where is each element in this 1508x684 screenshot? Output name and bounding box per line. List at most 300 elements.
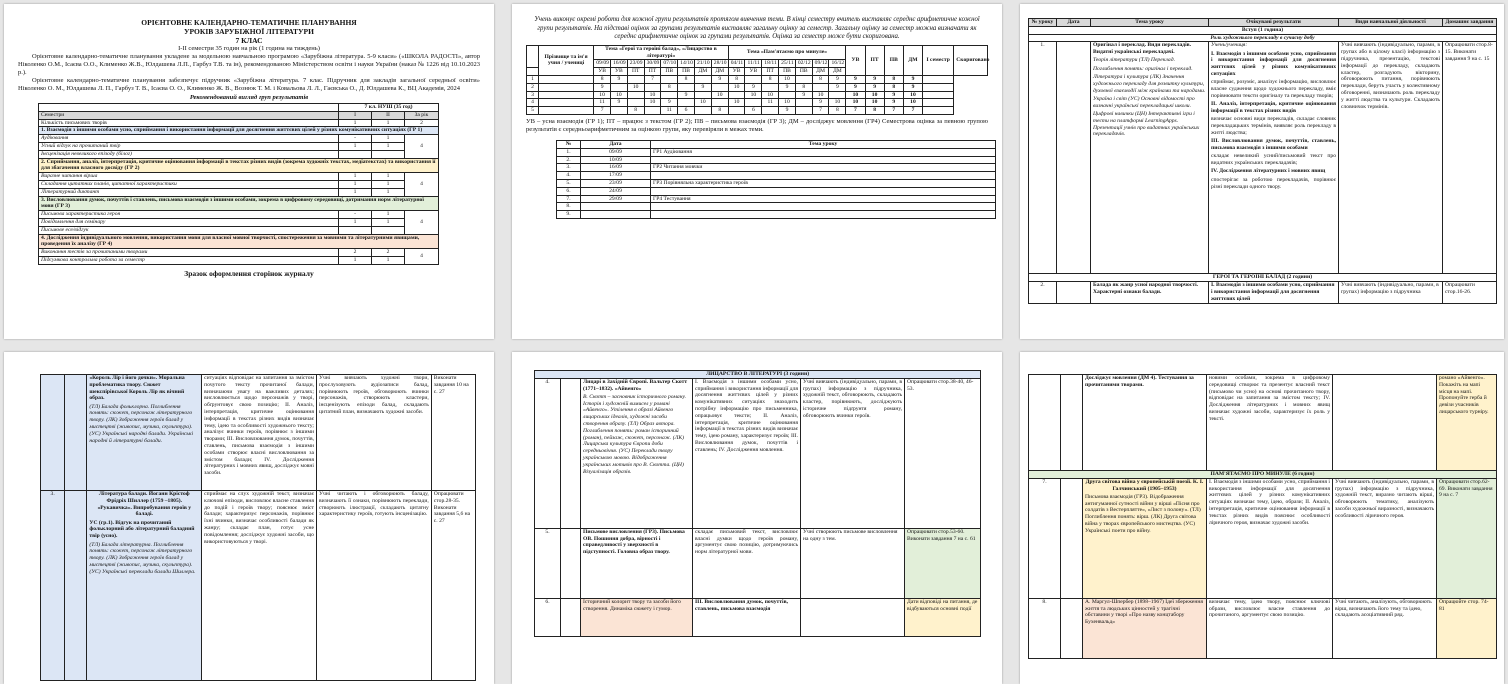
lesson-plan-table-p3: [1028, 18, 1497, 304]
grade-cell[interactable]: 8: [661, 83, 678, 91]
section-intro: Вступ (1 година): [1029, 26, 1497, 34]
grade-summary-cell[interactable]: [923, 83, 954, 91]
lesson-homework: Опрацювати стор.62-69. Виконати завдання 9 на с. 7: [1437, 478, 1497, 598]
grade-summary-cell[interactable]: 8: [884, 83, 903, 91]
col-sem-2: ІІ: [372, 111, 405, 119]
lesson-activities: [1333, 375, 1437, 471]
grade-cell[interactable]: 9: [594, 83, 611, 91]
grade-summary-cell[interactable]: 9: [846, 83, 865, 91]
grade-row: [527, 91, 988, 99]
summary-col: ПВ: [884, 45, 903, 75]
grade-table: [526, 45, 988, 115]
lesson-number: [41, 375, 65, 491]
grade-summary-cell[interactable]: 9: [903, 75, 922, 83]
cell: 1: [372, 142, 405, 150]
cell: 1: [372, 211, 405, 219]
lesson-homework: Дати відповіді на питання, де відбуваються основні події: [905, 598, 981, 636]
grade-cell[interactable]: 10: [762, 91, 779, 99]
lesson-results: ІІІ. Висловлювання думок, почуттів, ставлень, письмова взаємодія: [693, 598, 801, 636]
lesson-topic: Лицарі в Західній Європі. Вальтер Скотт (1771–1832). «Айвенго»: [583, 378, 688, 392]
grade-date: 02/12: [795, 60, 812, 68]
grade-cell[interactable]: 9: [661, 99, 678, 107]
grade-cell[interactable]: [610, 83, 627, 91]
lesson-number: 5.: [535, 528, 561, 598]
grade-row-number: 3: [527, 91, 539, 99]
col-sem-1: І: [339, 111, 372, 119]
journal-n-cell[interactable]: 5.: [557, 179, 581, 187]
lesson-activities: Учні вивчають (індивідуально, парами, в групах) інформацію з підручника, художній текст, виразно читають вірші, обговорюють тематику, аналізують засоби художньої виразності, визначають особливості ліричного героя.: [1333, 478, 1437, 598]
grade-cell[interactable]: [745, 99, 762, 107]
journal-date-cell[interactable]: 10/09: [581, 156, 651, 164]
grading-intro: Учень виконує окремі роботи для кожної групи результатів протягом вивчення теми. В кінці семестру вчитель виставляє середнє арифметичне кожної групи результатів. На підставі оцінок за групами результатів виставляє загальну оцінку за семестр. Загальну оцінку за семестр можна визначати як середнє арифметичне оцінок за групами результатів. Оцінка за семестр може бути скоригована.: [534, 16, 980, 41]
grade-summary-cell[interactable]: 9: [903, 83, 922, 91]
group-row-label: Виразне читання вірша: [39, 173, 339, 181]
col-student-name: Прізвище та ім'я учня / учениці: [539, 45, 594, 75]
grade-date: 14/10: [678, 60, 695, 68]
grade-cell[interactable]: 7: [594, 107, 611, 115]
grade-row-number: 1: [527, 75, 539, 83]
grade-cell[interactable]: [694, 107, 711, 115]
grade-summary-cell[interactable]: 10: [846, 91, 865, 99]
journal-n-cell[interactable]: 3.: [557, 164, 581, 172]
lesson-activities: Учні читають і обговорюють баладу, визначають її ознаки, порівнюють переклади, створюють ілюстрації, складають цитатну характеристику героїв, готують інсценізацію.: [316, 491, 431, 681]
grade-cell[interactable]: [745, 75, 762, 83]
lesson-results: І. Взаємодія з іншими особами усно, сприймання і використання інформації для досягнення життєвих цілей у різних комунікативних ситуаціях визначає тему, ідею, образи; ІІ. Аналіз, інтерпретація, критичне оцінювання інформації в текстах різних видів пояснює особливості ліричного героя, визначає художні засоби.: [1207, 478, 1333, 598]
lesson-number: 7.: [1029, 478, 1061, 598]
group-title: 1. Взаємодія з іншими особами усно, сприймання і використання інформації для досягнення життєвих цілей у різних комунікативних ситуаціях (ГР 1): [39, 127, 439, 135]
section-knighthood: ЛИЦАРСТВО В ЛІТЕРАТУРІ (3 години): [535, 371, 981, 379]
grade-cell[interactable]: 8: [594, 75, 611, 83]
document-page-4: [4, 352, 494, 684]
grade-cell[interactable]: [762, 83, 779, 91]
journal-n-cell[interactable]: 8.: [557, 203, 581, 211]
journal-topic-cell[interactable]: [651, 187, 996, 195]
topic-note: Письмова взаємодія (ГР3). Відображення антигуманної сутності війни у вірші «Пісня про солдатів з Вестерплятте», «Лист з полону». (ТЛ) Поглиблення понять: вірш. (ЛК) Друга світова війна у творах європейського мистецтва. (УС) Українські поети про війну.: [1085, 493, 1201, 534]
lesson-number: 1.: [1029, 42, 1057, 274]
group-row-label: Повідомлення для семінару: [39, 218, 339, 226]
lesson-homework: Опрацювати стор.38-40, 46-53.: [905, 378, 981, 528]
grade-cell[interactable]: 8: [762, 75, 779, 83]
grade-summary-cell[interactable]: 7: [903, 107, 922, 115]
lesson-topic: Досліджує мовлення (ДМ 4). Тестування за прочитаними творами.: [1083, 375, 1207, 471]
journal-n-cell[interactable]: 7.: [557, 195, 581, 203]
student-name-cell[interactable]: [539, 107, 594, 115]
grade-cell[interactable]: 6: [745, 107, 762, 115]
lesson-homework: романо «Айвенго». Покажіть на мапі місця на мапі. Пропонуйте герба й девізи учасників лицарського турніру.: [1437, 375, 1497, 471]
grade-date: 04/11: [728, 60, 745, 68]
grade-cell[interactable]: [795, 107, 812, 115]
grade-row-number: 2: [527, 83, 539, 91]
grade-summary-cell[interactable]: [923, 91, 954, 99]
grade-summary-cell[interactable]: 7: [884, 107, 903, 115]
cell: 1: [339, 173, 372, 181]
journal-date-cell[interactable]: 29/09: [581, 195, 651, 203]
group-total: 4: [405, 135, 439, 158]
lesson-number: 4.: [535, 378, 561, 528]
student-name-cell[interactable]: [539, 99, 594, 107]
grade-group-tag: ПВ: [678, 68, 695, 76]
topic-note: Література і культура (ЛК) Значення художнього перекладу для розвитку культури, духовної взаємодії між країнами та народами.: [1093, 74, 1206, 94]
journal-sample-table: [556, 140, 996, 219]
grade-summary-cell[interactable]: 10: [846, 99, 865, 107]
plan-para-1: Орієнтовне календарно-тематичне планування укладене за модельною навчальною програмою «Зарубіжна література. 5-9 класи» («ШКОЛА РАДОСТІ», автор Ніколенко О.М., Ісаєва О.О., Клименко Ж.В., Юлдашева Л.П., Гарбуз Т.В. та ін), рекомендованою Міністерством освіти і науки України (наказ № 1226 від 10.10.2023 р.).: [18, 53, 480, 76]
group-row-label: Аудіювання: [39, 135, 339, 143]
journal-date-cell[interactable]: 09/09: [581, 148, 651, 156]
grade-cell[interactable]: 10: [644, 99, 661, 107]
grade-cell[interactable]: 9: [829, 83, 846, 91]
lesson-number: 3.: [41, 491, 65, 681]
grade-cell[interactable]: 10: [812, 91, 829, 99]
grade-cell[interactable]: 11: [762, 99, 779, 107]
cell: 1: [339, 188, 372, 196]
grade-summary-cell[interactable]: 9: [884, 99, 903, 107]
grade-cell[interactable]: [678, 99, 695, 107]
plan-semester-line: І-ІІ семестри 35 годин на рік (1 година на тиждень): [178, 45, 320, 52]
grade-group-tag: УВ: [594, 68, 611, 76]
cell: 2: [372, 249, 405, 257]
grade-summary-cell[interactable]: 9: [865, 75, 884, 83]
journal-date-cell[interactable]: [581, 203, 651, 211]
grade-group-tag: ДМ: [711, 68, 728, 76]
grade-cell[interactable]: 10: [779, 75, 796, 83]
results-groups-table: [38, 103, 439, 265]
grade-legend: УВ – усна взаємодія (ГР 1); ПТ – працює з текстом (ГР 2); ПВ – письмова взаємодія (ГР 3); ДМ – досліджує мовлення (ГР4) Семестрова оцінка за певною групою результатів є середньоарифметичним за оцінкою групи, яку перевіряли в межах теми.: [526, 117, 988, 133]
grade-cell[interactable]: [678, 83, 695, 91]
grade-summary-cell[interactable]: 10: [865, 91, 884, 99]
grade-summary-cell[interactable]: 10: [903, 91, 922, 99]
student-name-cell[interactable]: [539, 91, 594, 99]
grade-row-number: 4: [527, 99, 539, 107]
grade-cell[interactable]: [627, 91, 644, 99]
group-row-label: Письмове есе/відгук: [39, 226, 339, 234]
lesson-activities: Учні вивчають (індивідуально, парами, в групах) інформацію з підручника, художній текст, обговорюють, складають кластер, порівнюють, досліджують історичне підґрунтя роману, обговорюють вчинки героїв.: [801, 378, 905, 528]
theme-1-header: Тема «Герої та героїні балад», «Лицарство в літературі»: [594, 45, 729, 60]
result-text: сприймає, розуміє, аналізує інформацію, висловлює власне судження щодо художнього перекладу, вміє порівнювати тексти оригіналу та перекладу творів;: [1211, 79, 1336, 99]
result-group: IV. Дослідження літературних і мовних явищ: [1211, 168, 1326, 175]
cell: 1: [339, 218, 372, 226]
plan-title: ОРІЄНТОВНЕ КАЛЕНДАРНО-ТЕМАТИЧНЕ ПЛАНУВАННЯ: [141, 18, 357, 27]
grade-group-tag: УВ: [728, 68, 745, 76]
grade-cell[interactable]: [795, 75, 812, 83]
grade-group-tag: ДМ: [812, 68, 829, 76]
lesson-topic: Література балади. Йоганн Крістоф Фрідріх Шиллер (1759 –1805). «Рукавичка». Випробування героїв у баладі.: [97, 491, 192, 518]
group-title: 3. Висловлювання думок, почуттів і ставлень, письмова взаємодія з іншими особами, зокрема в цифровому середовищі, дотримання норм літературної мови (ГР 3): [39, 196, 439, 211]
grade-cell[interactable]: 10: [728, 99, 745, 107]
theme-2-header: Тема «Пам'ятаємо про минуле»: [728, 45, 846, 60]
grade-cell[interactable]: [661, 75, 678, 83]
lesson-activities: Учні створюють письмове висловлення на одну з тем.: [801, 528, 905, 598]
journal-topic-cell[interactable]: ГР1 Аудіювання: [651, 148, 996, 156]
grade-cell[interactable]: 10: [627, 83, 644, 91]
journal-col-topic: Тема уроку: [651, 140, 996, 148]
journal-n-cell[interactable]: 1.: [557, 148, 581, 156]
grade-cell[interactable]: [644, 83, 661, 91]
grade-summary-cell[interactable]: 9: [884, 91, 903, 99]
grade-cell[interactable]: [661, 91, 678, 99]
col-year: За рік: [405, 111, 439, 119]
col-lesson-n: № уроку: [1029, 19, 1057, 27]
summary-col: І семестр: [923, 45, 954, 75]
cell: 1: [372, 256, 405, 264]
journal-n-cell[interactable]: 6.: [557, 187, 581, 195]
grade-cell[interactable]: 9: [678, 91, 695, 99]
grade-cell[interactable]: 10: [610, 91, 627, 99]
journal-topic-cell[interactable]: [651, 156, 996, 164]
journal-date-cell[interactable]: 16/09: [581, 164, 651, 172]
grade-date: 28/10: [711, 60, 728, 68]
cell: -: [339, 211, 372, 219]
grade-cell[interactable]: [644, 107, 661, 115]
results-title: Учень/учениця:: [1211, 42, 1248, 49]
grade-date: 25/11: [779, 60, 796, 68]
grade-date: 23/09: [627, 60, 644, 68]
journal-row: [557, 148, 996, 156]
count-cell: 1: [372, 119, 405, 127]
journal-n-cell[interactable]: 2.: [557, 156, 581, 164]
grade-cell[interactable]: [694, 91, 711, 99]
group-row-label: Складання цитатних планів, цитатної характеристики: [39, 180, 339, 188]
group-total: 4: [405, 211, 439, 234]
grade-summary-cell[interactable]: 9: [846, 75, 865, 83]
col-results: Очікувані результати: [1209, 19, 1339, 27]
grade-row: [527, 75, 988, 83]
cell: 1: [339, 180, 372, 188]
lesson-plan-table-p5: [534, 370, 981, 637]
grade-cell[interactable]: 8: [678, 75, 695, 83]
cell: 1: [339, 142, 372, 150]
grade-group-tag: ПВ: [779, 68, 796, 76]
topic-note: Поглиблення понять: оригінал і переклад.: [1093, 65, 1193, 72]
lesson-topic: Письмове висловлення (ГР3). Письмова ОВ. Пошиння добра, вірності і справедливості у зверхності в підступності. Головна образ твору.: [581, 528, 693, 598]
lesson-plan-table-p6: [1028, 374, 1497, 659]
summary-col: ДМ: [903, 45, 922, 75]
grade-cell[interactable]: [711, 99, 728, 107]
grade-cell[interactable]: 10: [829, 99, 846, 107]
result-group: ІІІ. Висловлювання думок, почуттів, ставлень, письмова взаємодія з іншими особами: [1211, 138, 1336, 152]
lesson-results: І. Взаємодія з іншими особами усно, сприймання і використання інформації для досягнення життєвих цілей: [1209, 282, 1339, 303]
journal-row: [557, 172, 996, 180]
section-memory: ПАМ'ЯТАЄМО ПРО МИНУЛЕ (6 годин): [1029, 471, 1497, 479]
grade-cell[interactable]: 9: [610, 99, 627, 107]
journal-topic-cell[interactable]: [651, 203, 996, 211]
grade-cell[interactable]: 10: [728, 83, 745, 91]
group-title: 2. Сприймання, аналіз, інтерпретація, критичне оцінювання інформації в текстах різних видів (зокрема художніх текстах, медіатекстах) та використання її для збагачення власного досвіду (ГР 2): [39, 158, 439, 173]
grade-cell[interactable]: 10: [644, 91, 661, 99]
grade-date: 30/09: [644, 60, 661, 68]
lesson-homework: Опрацювати стор.16-26.: [1443, 282, 1497, 303]
lesson-topic: Оригінал і переклад. Види перекладів. Видатні українські перекладачі.: [1093, 42, 1192, 56]
cell: [339, 226, 372, 234]
lesson-results: складає письмовий текст, висловлює власні думки щодо героїв роману, аргументує свою позицію, дотримуючись норм літературної мови.: [693, 528, 801, 598]
lesson-activities: Учні читають, аналізують, обговорюють вірш, визначають його тему та ідею, складають асоціативний ряд.: [1333, 598, 1437, 658]
document-page-2: [512, 4, 1002, 339]
grade-cell[interactable]: [762, 107, 779, 115]
grade-summary-cell[interactable]: [923, 99, 954, 107]
grade-date: 16/12: [829, 60, 846, 68]
grade-cell[interactable]: 8: [728, 75, 745, 83]
lesson-topic: «Король Лір і його дочки». Моральна проблематика твору. Сюжет шекспірівської Король Лір як вічний образ.: [89, 375, 185, 402]
result-group: І. Взаємодія з іншими особами усно, сприймання і використання інформації для досягнення життєвих цілей у різних комунікативних ситуаціях: [1211, 50, 1336, 78]
journal-date-cell[interactable]: 24/09: [581, 187, 651, 195]
grade-cell[interactable]: 9: [795, 91, 812, 99]
journal-topic-cell[interactable]: ГР2 Читання мовчки: [651, 164, 996, 172]
journal-date-cell[interactable]: 17/09: [581, 172, 651, 180]
grade-cell[interactable]: [627, 99, 644, 107]
topic-note: Цифрові навички (ЦН) Інтерактивні ігри і тести на платформі LearningApps. Презентації учнів про видатних українських перекладачів.: [1093, 111, 1200, 138]
grade-group-tag: УВ: [610, 68, 627, 76]
grade-cell[interactable]: 9: [711, 75, 728, 83]
count-row-label: Кількість письмових творів: [39, 119, 339, 127]
student-name-cell[interactable]: [539, 75, 594, 83]
grade-date: 21/10: [694, 60, 711, 68]
lesson-activities: Учні вивчають (індивідуально, парами, в групах або в цілому класі) інформацію з підручника, презентацію, текстові інформації до перекладу, складають кластер, розгадують вікторину, обговорюють питання, порівнюють переклади, беруть участь у колективному обговоренні, визначають роль перекладу у житті людства та культури. Складають словничок термінів.: [1339, 42, 1443, 274]
col-topic: Тема уроку: [1091, 19, 1209, 27]
grade-cell[interactable]: 8: [829, 107, 846, 115]
journal-topic-cell[interactable]: ГР3 Порівняльна характеристика героїв: [651, 179, 996, 187]
grade-cell[interactable]: [812, 83, 829, 91]
plan-grade: 7 КЛАС: [235, 36, 263, 45]
grade-cell[interactable]: [728, 91, 745, 99]
grade-group-tag: ПВ: [661, 68, 678, 76]
count-cell: 2: [405, 119, 439, 127]
grade-date: 09/09: [594, 60, 611, 68]
grade-summary-cell[interactable]: [923, 75, 954, 83]
grade-group-tag: ПТ: [644, 68, 661, 76]
journal-topic-cell[interactable]: ГР4 Тестування: [651, 195, 996, 203]
grade-summary-cell[interactable]: 9: [865, 83, 884, 91]
grade-cell[interactable]: 9: [745, 83, 762, 91]
grade-group-tag: ПТ: [762, 68, 779, 76]
grade-cell[interactable]: 10: [779, 99, 796, 107]
lesson-homework: Опрацювати стор.28-35. Виконати завдання 5,6 на с. 27: [431, 491, 475, 681]
grade-cell[interactable]: 8: [812, 75, 829, 83]
plan-subtitle: УРОКІВ ЗАРУБІЖНОЇ ЛІТЕРАТУРИ: [184, 27, 314, 36]
grade-cell[interactable]: 10: [711, 91, 728, 99]
topic-note: В. Скотт – засновник історичного роману. Історія і художній вимисел у романі «Айвенго». Утілення в образі Айвенго лицарських ідеалів, художні засоби створення образу. (ТЛ) Образ автора. Поглиблення понять: роман історичний (роман), пейзаж, сюжет, персонаж. (ЛК) Лицарська культура Європи доби середньовіччя. (УС) Переклади твору українською мовою. Відображення українських мотивів про В. Скотта. (ЦН) Візуалізація образів.: [583, 393, 687, 475]
grade-cell[interactable]: 8: [795, 83, 812, 91]
grade-cell[interactable]: 7: [812, 107, 829, 115]
grade-summary-cell[interactable]: 10: [865, 99, 884, 107]
grade-cell[interactable]: 10: [694, 99, 711, 107]
hours-header: 7 кл. НУШ (35 год): [339, 104, 439, 112]
extra-topic: УС (гр.1). Відгук на прочитаний фольклорний або літературний баладний твір (усно).: [89, 519, 195, 540]
journal-row: [557, 156, 996, 164]
grade-cell[interactable]: 9: [829, 75, 846, 83]
cell: 1: [372, 173, 405, 181]
lesson-homework: Опрацювати стор.53-60. Виконати завдання 7 на с. 61: [905, 528, 981, 598]
grade-date: 11/11: [745, 60, 762, 68]
grade-summary-cell[interactable]: 8: [884, 75, 903, 83]
lesson-topic: Друга світова війна у європейській поезії. К. І. Галчинський (1905–1953): [1085, 478, 1204, 492]
cell: 1: [372, 180, 405, 188]
lesson-topic: Історичний колорит твору та засоби його створення. Динаміка сюжету і гумор.: [581, 598, 693, 636]
grade-cell[interactable]: 9: [779, 107, 796, 115]
grade-cell[interactable]: [779, 91, 796, 99]
grade-summary-cell[interactable]: 10: [903, 99, 922, 107]
lesson-topic: А. Маргул-Шпербер (1898–1967) Ідеї збереження життя та людських цінностей у трагічні обставини у творі «Про назву концтабору Бухенвальд»: [1083, 598, 1207, 658]
grade-group-tag: ДМ: [829, 68, 846, 76]
grade-cell[interactable]: 10: [745, 91, 762, 99]
grade-row: [527, 107, 988, 115]
grade-date: 16/09: [610, 60, 627, 68]
journal-row: [557, 195, 996, 203]
lesson-homework: Опрацюйте стор. 74-81: [1437, 598, 1497, 658]
summary-col: Скориговано: [954, 45, 988, 75]
grade-cell[interactable]: 9: [779, 83, 796, 91]
grade-cell[interactable]: [795, 99, 812, 107]
lesson-number: 8.: [1029, 598, 1061, 658]
grade-cell[interactable]: [711, 83, 728, 91]
section-ballads: ГЕРОЇ ТА ГЕРОЇНІ БАЛАД (2 години): [1029, 274, 1497, 282]
summary-col: ПТ: [865, 45, 884, 75]
cell: 1: [372, 188, 405, 196]
grade-cell[interactable]: [610, 107, 627, 115]
grade-cell[interactable]: 6: [678, 107, 695, 115]
grade-cell[interactable]: 7: [644, 75, 661, 83]
col-homework: Домашнє завдання: [1443, 19, 1497, 27]
journal-col-date: Дата: [581, 140, 651, 148]
lesson-activities: Учні вивчають (індивідуально, парами, в групах) інформацію з підручника: [1339, 282, 1443, 303]
summary-col: УВ: [846, 45, 865, 75]
grade-cell[interactable]: 11: [594, 99, 611, 107]
lesson-results: сприймає на слух художній текст, визначає ключові епізоди, висловлює власне ставлення до подій і героїв твору; пояснює зміст балади; характеризує персонажів, порівнює їхні вчинки, визначає особливості балади як жанру; складає план, готує усне повідомлення; досліджує художні засоби, що використовуються у творі.: [202, 491, 317, 681]
journal-col-n: №: [557, 140, 581, 148]
grade-cell[interactable]: [829, 91, 846, 99]
journal-date-cell[interactable]: [581, 211, 651, 219]
grade-summary-cell[interactable]: 7: [846, 107, 865, 115]
grade-cell[interactable]: [627, 75, 644, 83]
grade-row-number: 5: [527, 107, 539, 115]
group-row-label: Літературний диктант: [39, 188, 339, 196]
grade-cell[interactable]: 9: [694, 83, 711, 91]
grade-cell[interactable]: 8: [627, 107, 644, 115]
topic-note: (ТЛ) Балада літературна. Поглиблення понять: сюжет, персонаж літературного твору. (ЛК) Зображення героїв балад у мистецтві (живопис, музика, скульптура). (УС) Українські переклади балади Шиллера.: [89, 541, 196, 575]
grade-date: 18/11: [762, 60, 779, 68]
result-text: спостерігає за роботою перекладачів, порівнює різні переклади одного твору.: [1211, 176, 1336, 190]
group-row-label: Письмова характеристика героя: [39, 211, 339, 219]
grade-cell[interactable]: 9: [610, 75, 627, 83]
grade-cell[interactable]: 10: [594, 91, 611, 99]
grade-cell[interactable]: 9: [812, 99, 829, 107]
journal-topic-cell[interactable]: [651, 211, 996, 219]
grade-summary-cell[interactable]: 8: [865, 107, 884, 115]
journal-row: [557, 164, 996, 172]
grade-cell[interactable]: [694, 75, 711, 83]
journal-date-cell[interactable]: 23/09: [581, 179, 651, 187]
lesson-results: ситуаціях відповідає на запитання за змістом почутого тексту прочитаної балади, визначаючи увагу на важливих деталях; висловлюється щодо персонажів у творі, обґрунтовує свою позицію; ІІ. Аналіз, інтерпретація, критичне оцінювання інформації в текстах різних видів визначає тему, ідею та особливості художнього тексту; аналізує вчинки героїв, порівнює з іншими творами; ІІІ. Висловлювання думок, почуттів, ставлень, письмова взаємодія з іншими особами створює власні висловлювання за змістом балади; IV. Дослідження літературних і мовних явищ, досліджує мовні засоби.: [202, 375, 317, 491]
grade-cell[interactable]: [728, 107, 745, 115]
grade-group-tag: УВ: [745, 68, 762, 76]
grade-cell[interactable]: 8: [711, 107, 728, 115]
journal-n-cell[interactable]: 9.: [557, 211, 581, 219]
journal-n-cell[interactable]: 4.: [557, 172, 581, 180]
grade-date: 07/10: [661, 60, 678, 68]
journal-topic-cell[interactable]: [651, 172, 996, 180]
grade-group-tag: ПВ: [795, 68, 812, 76]
cell: -: [339, 135, 372, 143]
topic-note: (ТЛ) Балада фольклорна. Поглиблення понять: сюжет, персонаж літературного твору. (ЛК) Зображення героїв балад у мистецтві (живопис, музика, скульптура). (УС) Українські народні балади. Українські народні й літературні балади.: [89, 403, 194, 444]
grade-row: [527, 83, 988, 91]
recommend-caption: Рекомендований вигляд груп результатів: [189, 94, 309, 101]
journal-row: [557, 203, 996, 211]
group-row-label: Виконання тестів за прочитаними творами: [39, 249, 339, 257]
grade-cell[interactable]: 11: [661, 107, 678, 115]
student-name-cell[interactable]: [539, 83, 594, 91]
document-page-3: [1020, 4, 1504, 339]
cell: 1: [339, 256, 372, 264]
grade-summary-cell[interactable]: [923, 107, 954, 115]
plan-para-2: Орієнтовне календарно-тематичне планування забезпечує підручник «Зарубіжна література. 7 клас. Підручник для закладів загальної середньої освіти» Ніколенко О. М., Юлдашева Л. П., Гарбуз Т. В., Ісаєва О. О., Клименко Ж. В., Вознюк Т. М. і Ковальова Л. Л., Гаєвська О., Д. Юлдашева К., ВЦ Академія, 2024: [18, 77, 480, 92]
